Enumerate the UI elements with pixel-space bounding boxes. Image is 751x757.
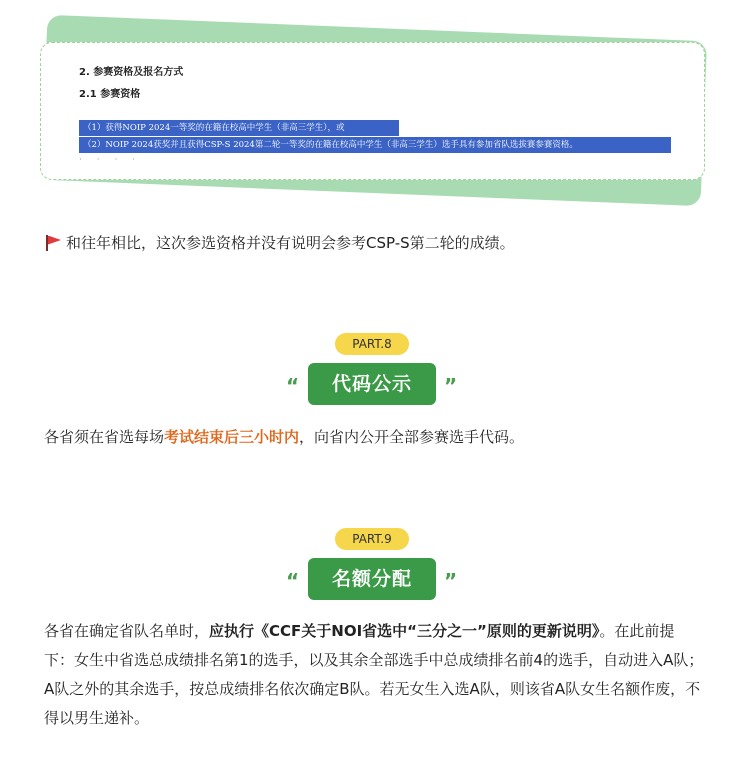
note-text: 和往年相比，这次参选资格并没有说明会参考CSP-S第二轮的成绩。 (66, 234, 515, 252)
paragraph-quota-allocation (44, 617, 704, 733)
para1-text: 各省须在省选每场 (44, 428, 165, 446)
open-quote: “ (286, 374, 300, 398)
doc-subheading: 2.1 参赛资格 (79, 89, 141, 100)
doc-selected-line-1: （1）获得NOIP 2024一等奖的在籍在校高中学生（非高三学生），或 (79, 120, 399, 136)
part-9-tag: PART.9 (335, 528, 409, 550)
part-8-tag: PART.8 (335, 333, 409, 355)
para2-text: 各省在确定省队名单时， (44, 622, 210, 640)
close-quote: ” (444, 374, 458, 398)
document-excerpt-card (40, 20, 710, 205)
doc-truncated-text: · · · · (79, 155, 142, 165)
paragraph-code-publicity (44, 423, 704, 452)
section-title-quota-allocation: 名额分配 (308, 558, 436, 600)
section-title-code-publicity: 代码公示 (308, 363, 436, 405)
para2-bold: 应执行《CCF关于NOI省选中“三分之一”原则的更新说明》 (209, 622, 600, 640)
para1-text-end: ，向省内公开全部参赛选手代码。 (299, 428, 525, 446)
close-quote: ” (444, 569, 458, 593)
doc-heading: 2. 参赛资格及报名方式 (79, 67, 184, 78)
para2-text-end: 。在此前提下：女生中省选总成绩排名第1的选手，以及其余全部选手中总成绩排名前4的选手，自动进入A队；A队之外的其余选手，按总成绩排名依次确定B队。若无女生入选A队，则该省A队女生名额作废，不得以男生递补。 (44, 622, 704, 727)
doc-selected-line-2: （2）NOIP 2024获奖并且获得CSP-S 2024第二轮一等奖的在籍在校高中学生（非高三学生）选手具有参加省队选拔赛参赛资格。 (79, 137, 671, 153)
para1-highlight: 考试结束后三小时内 (164, 428, 300, 446)
note-line (44, 232, 515, 253)
document-screenshot (40, 42, 705, 180)
red-flag-icon (44, 235, 62, 251)
open-quote: “ (286, 569, 300, 593)
